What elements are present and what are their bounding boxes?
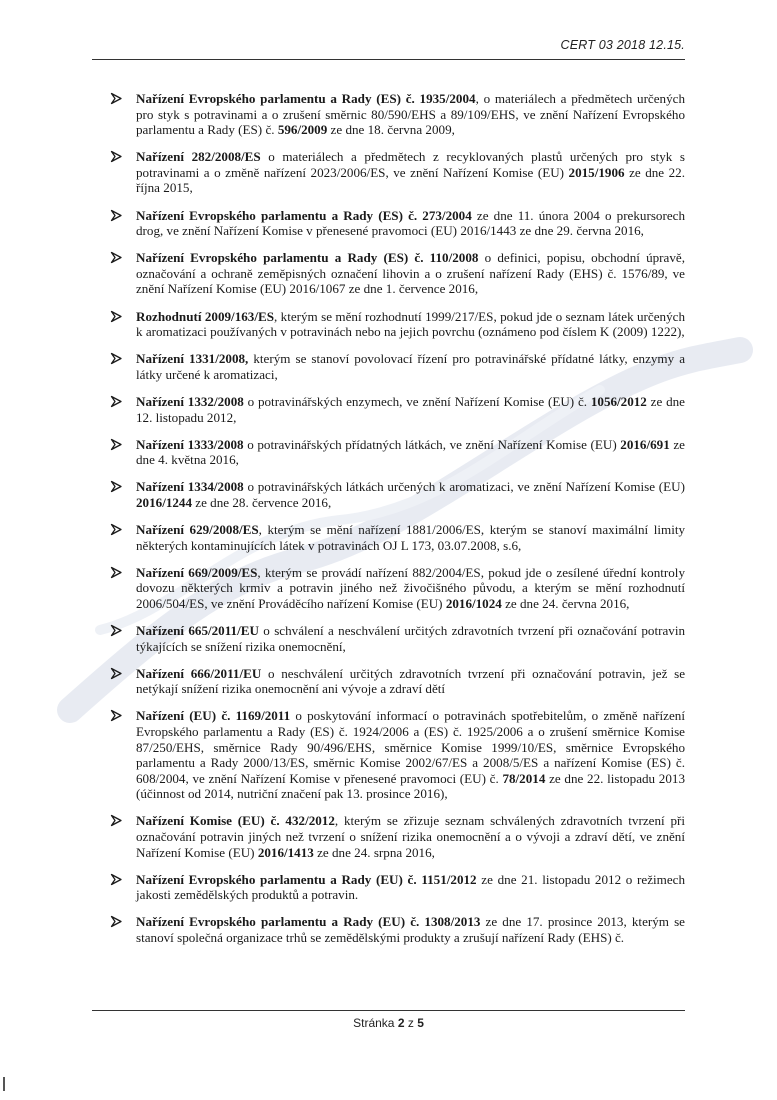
item-description: , kterým se zřizuje seznam schválených zdravotních tvrzení při označování potravin jiných než tvrzení o snížení rizika onemocnění a o vývoji a zdraví dětí, ve znění Nařízení Komise (EU) [136,813,685,860]
document-reference: CERT 03 2018 12.15. [560,38,685,52]
list-item [110,149,685,196]
regulation-ref: 596/2009 [277,122,328,138]
regulation-ref: Nařízení 1333/2008 [136,436,244,452]
arrow-bullet-icon [110,873,123,886]
regulation-ref: Nařízení 1334/2008 [136,479,244,495]
item-description: , kterým se mění nařízení 1881/2006/ES, kterým se stanoví maximální limity některých kontaminujících látek v potravinách OJ L 173, 03.07.2008, s.6, [136,521,686,553]
item-text [136,250,685,296]
regulation-list [110,91,685,957]
regulation-ref: Nařízení (EU) č. 1169/2011 [136,708,291,724]
arrow-bullet-icon [110,395,123,408]
item-description: , kterým se mění rozhodnutí 1999/217/ES, pokud jde o seznam látek určených k aromatizaci používaných v potravinách nebo na jejich povrchu (oznámeno pod číslem K (2009) 1222), [136,308,685,340]
regulation-ref: Nařízení Evropského parlamentu a Rady (ES) č. 1935/2004 [136,91,476,106]
regulation-ref: 2016/1024 [445,595,502,611]
item-description: ze dne 11. února 2004 o prekursorech drog, ve znění Nařízení Komise v přenesené pravomoci (EU) 2016/1443 ze dne 29. června 2016, [136,207,685,239]
regulation-ref: Rozhodnutí 2009/163/ES [136,308,274,324]
item-text [136,813,685,859]
page-sep: z [407,1016,414,1030]
item-description: ze dne 18. června 2009, [327,122,455,138]
item-text [136,565,685,611]
item-description: ze dne 28. července 2016, [192,494,332,510]
item-description: , o materiálech a předmětech určených pro styk s potravinami a o zrušení směrnic 80/590/EHS a 89/109/EHS, ve znění Nařízení Evropského parlamentu a Rady (ES) č. [136,91,686,138]
list-item [110,394,685,425]
item-description: ze dne 24. června 2016, [501,595,630,611]
arrow-bullet-icon [110,523,123,536]
list-item [110,666,685,697]
item-text [136,623,685,654]
regulation-ref: Nařízení Evropského parlamentu a Rady (ES) č. 110/2008 [136,250,479,266]
item-description: , kterým se provádí nařízení 882/2004/ES, pokud jde o zesílené úřední kontroly dovozu některých krmiv a potravin jiného než živočišného původu, a kterým se mění rozhodnutí 2006/504/ES, ve znění Prováděcího nařízení Komise (EU) [136,564,685,611]
item-text [136,309,685,340]
regulation-ref: Nařízení 629/2008/ES [136,521,259,537]
list-item [110,708,685,802]
header-divider [92,59,685,60]
list-item [110,479,685,510]
regulation-ref: Nařízení Komise (EU) č. 432/2012 [136,813,335,829]
page-total: 5 [417,1016,424,1030]
list-item [110,437,685,468]
arrow-bullet-icon [110,438,123,451]
arrow-bullet-icon [110,566,123,579]
regulation-ref: 2015/1906 [568,164,625,180]
item-description: o neschválení určitých zdravotních tvrzení při označování potravin, jež se netýkají snížení rizika onemocnění ani vývoje a zdraví dětí [136,665,685,697]
footer-divider [92,1010,685,1011]
item-text [136,437,685,468]
item-text [136,91,685,137]
list-item [110,351,685,382]
page-number [0,1016,777,1030]
arrow-bullet-icon [110,251,123,264]
regulation-ref: Nařízení 669/2009/ES [136,564,258,580]
arrow-bullet-icon [110,150,123,163]
regulation-ref: Nařízení Evropského parlamentu a Rady (ES) č. 273/2004 [136,207,472,223]
list-item [110,813,685,860]
arrow-bullet-icon [110,352,123,365]
list-item [110,872,685,903]
item-description: o potravinářských látkách určených k aromatizaci, ve znění Nařízení Komise (EU) [243,479,685,495]
regulation-ref: 1056/2012 [590,393,647,409]
regulation-ref: Nařízení 665/2011/EU [136,622,259,638]
item-description: ze dne 22. listopadu 2013 (účinnost od 2014, nutriční značení pak 13. prosince 2016), [136,770,685,802]
list-item [110,522,685,553]
item-description: ze dne 17. prosince 2013, kterým se stanoví společná organizace trhů se zemědělskými produkty a zrušují nařízení Rady (EHS) č. [136,914,685,945]
item-text [136,149,685,195]
item-text [136,208,685,239]
arrow-bullet-icon [110,709,123,722]
item-text [136,666,685,697]
item-text [136,708,685,801]
regulation-ref: 2016/1413 [257,844,314,860]
item-description: o definici, popisu, obchodní úpravě, označování a ochraně zeměpisných označení lihovin a o zrušení nařízení Rady (EHS) č. 1576/89, ve znění Nařízení Komise (EU) 2016/1067 ze dne 1. července 2016, [136,250,685,297]
regulation-ref: Nařízení Evropského parlamentu a Rady (EU) č. 1308/2013 [136,914,481,930]
scan-mark [3,1077,5,1091]
item-text [136,351,685,382]
regulation-ref: Nařízení 1332/2008 [136,393,244,409]
regulation-ref: Nařízení 1331/2008, [136,351,249,367]
regulation-ref: 2016/691 [620,436,670,452]
list-item [110,91,685,138]
regulation-ref: Nařízení Evropského parlamentu a Rady (EU) č. 1151/2012 [136,871,477,887]
page-label: Stránka [353,1016,395,1030]
arrow-bullet-icon [110,624,123,637]
item-text [136,914,685,945]
item-text [136,479,685,510]
item-description: ze dne 4. května 2016, [136,436,685,468]
page-current: 2 [397,1016,405,1030]
item-description: ze dne 24. srpna 2016, [313,844,435,860]
list-item [110,309,685,340]
regulation-ref: Nařízení 282/2008/ES [136,149,261,165]
list-item [110,914,685,945]
item-description: ze dne 12. listopadu 2012, [136,393,685,425]
arrow-bullet-icon [110,92,123,105]
regulation-ref: 78/2014 [502,770,546,786]
item-description: ze dne 22. října 2015, [136,164,685,196]
item-description: o schválení a neschválení určitých zdravotních tvrzení při označování potravin týkajících se snížení rizika onemocnění, [136,622,686,654]
item-description: o poskytování informací o potravinách spotřebitelům, o změně nařízení Evropského parlamentu a Rady (ES) č. 1924/2006 a (ES) č. 1925/2006 a o zrušení směrnice Komise 87/250/EHS, směrnice Rady 90/496/EHS, směrnice Komise 1999/10/ES, směrnice Evropského parlamentu a Rady 2000/13/ES, směrnic Komise 2002/67/ES a 2008/5/ES a nařízení Komise (ES) č. 608/2004, ve znění Nařízení Komise v přenesené pravomoci (EU) č. [136,708,685,786]
list-item [110,565,685,612]
list-item [110,250,685,297]
item-text [136,522,685,553]
arrow-bullet-icon [110,667,123,680]
regulation-ref: Nařízení 666/2011/EU [136,665,262,681]
arrow-bullet-icon [110,480,123,493]
arrow-bullet-icon [110,209,123,222]
item-description: ze dne 21. listopadu 2012 o režimech jakosti zemědělských produktů a potravin. [136,871,685,903]
regulation-ref: 2016/1244 [136,494,193,510]
arrow-bullet-icon [110,814,123,827]
item-text [136,872,685,903]
item-description: o materiálech a předmětech z recyklovaných plastů určených pro styk s potravinami a o změně nařízení 2023/2006/ES, ve znění Nařízení Komise (EU) [136,149,685,180]
arrow-bullet-icon [110,310,123,323]
arrow-bullet-icon [110,915,123,928]
list-item [110,623,685,654]
item-text [136,394,685,425]
item-description: kterým se stanoví povolovací řízení pro potravinářské přídatné látky, enzymy a látky určené k aromatizaci, [136,351,685,382]
list-item [110,208,685,239]
item-description: o potravinářských přídatných látkách, ve znění Nařízení Komise (EU) [243,436,621,452]
item-description: o potravinářských enzymech, ve znění Nařízení Komise (EU) č. [243,393,591,409]
